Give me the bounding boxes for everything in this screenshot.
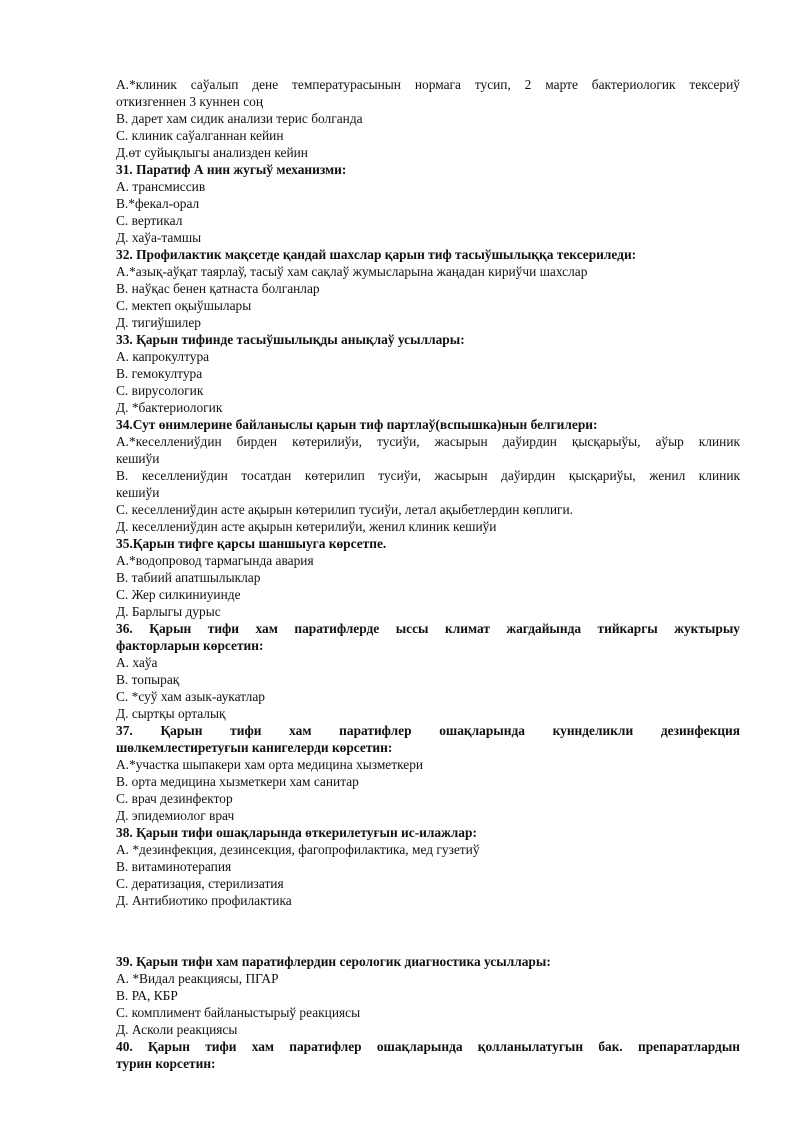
answer-line: A. *дезинфекция, дезинсекция, фагопрофилактика, мед гузетиў: [116, 842, 480, 857]
answer-line: B. топырақ: [116, 672, 180, 687]
answer-line: A.*водопровод тармагында авария: [116, 553, 314, 568]
question-line: 33. Қарын тифинде тасыўшылықды анықлаў усыллары:: [116, 332, 465, 347]
answer-line: B. дарет хам сидик анализи терис болганда: [116, 111, 363, 126]
answer-line: A.*кеселлениўдин бирден көтерилиўи, тусиўи, жасырын даўирдин қысқарыўы, аўыр клиник: [116, 434, 740, 449]
answer-line: B. РА, КБР: [116, 987, 178, 1003]
answer-line: A.*азық-аўқат таярлаў, тасыў хам сақлаў жумысларына жаңадан кириўчи шахслар: [116, 264, 588, 279]
question-line: факторларын көрсетин:: [116, 638, 264, 653]
answer-line: C. *суў хам азык-аукатлар: [116, 689, 266, 704]
answer-line: B.*фекал-орал: [116, 196, 200, 211]
answer-line: Д. *бактериологик: [116, 400, 223, 415]
question-line: 31. Паратиф А нин жугыў механизми:: [116, 162, 347, 177]
answer-line: Д. Асколи реакциясы: [116, 1021, 238, 1037]
question-line: шөлкемлестиретуғын канигелерди көрсетин:: [116, 740, 393, 755]
answer-line: A. трансмиссив: [116, 179, 206, 194]
answer-line: C. врач дезинфектор: [116, 791, 233, 806]
answer-line: C. клиник саўалганнан кейин: [116, 128, 284, 143]
answer-line: Д. Барлыгы дурыс: [116, 604, 221, 619]
question-line: 36. Қарын тифи хам паратифлерде ыссы климат жагдайында тийкаргы жуктырыу: [116, 621, 740, 636]
answer-line: B. гемокултура: [116, 366, 203, 381]
answer-line: C. комплимент байланыстырыў реакциясы: [116, 1004, 361, 1020]
blank-line: [116, 922, 740, 939]
answer-line: кешиўи: [116, 485, 160, 500]
answer-line: A. хаўа: [116, 655, 158, 670]
answer-line: A.*клиник саўалып дене температурасынын нормага тусип, 2 марте бактериологик тексериў: [116, 77, 740, 92]
answer-line: Д. кеселлениўдин асте ақырын көтерилиўи, женил клиник кешиўи: [116, 519, 497, 534]
answer-line: B. табиий апатшылыклар: [116, 570, 261, 585]
answer-line: C. вирусологик: [116, 383, 204, 398]
answer-line: C. кеселлениўдин асте ақырын көтерилип тусиўи, летал ақыбетлердин көплиги.: [116, 502, 574, 517]
answer-line: Д. Антибиотико профилактика: [116, 893, 292, 908]
question-line: 37. Қарын тифи хам паратифлер ошақларында куннделикли дезинфекция: [116, 723, 740, 738]
answer-line: C. мектеп оқыўшылары: [116, 298, 252, 313]
answer-line: C. Жер силкиниуинде: [116, 587, 241, 602]
answer-line: Д. тигиўшилер: [116, 315, 201, 330]
document-page: [116, 76, 740, 1072]
answer-line: A. капрокултура: [116, 349, 210, 364]
answer-line: Д. эпидемиолог врач: [116, 808, 235, 823]
answer-line: C. вертикал: [116, 213, 183, 228]
answer-line: B. кеселлениўдин тосатдан көтерилип тусиўи, жасырын даўирдин қысқариўы, женил клиник: [116, 468, 740, 483]
answer-line: откизгеннен 3 куннен соң: [116, 94, 264, 109]
answer-line: Д.өт суйықлыгы анализден кейин: [116, 145, 308, 160]
question-line: турин корсетин:: [116, 1055, 216, 1071]
answer-line: Д. сыртқы орталық: [116, 706, 226, 721]
answer-line: B. витаминотерапия: [116, 859, 232, 874]
answer-line: A. *Видал реакциясы, ПГАР: [116, 970, 279, 986]
question-line: 32. Профилактик мақсетде қандай шахслар қарын тиф тасыўшылыққа тексериледи:: [116, 247, 637, 262]
answer-line: C. дератизация, стерилизатия: [116, 876, 284, 891]
answer-line: B. орта медицина хызметкери хам санитар: [116, 774, 359, 789]
answer-line: B. наўқас бенен қатнаста болганлар: [116, 281, 320, 296]
answer-line: A.*участка шыпакери хам орта медицина хызметкери: [116, 757, 424, 772]
answer-line: Д. хаўа-тамшы: [116, 230, 202, 245]
question-line: 34.Сут өнимлерине байланыслы қарын тиф партлаў(вспышка)нын белгилери:: [116, 417, 598, 432]
answer-line: кешиўи: [116, 451, 160, 466]
question-line: 38. Қарын тифи ошақларында өткерилетуғын ис-илажлар:: [116, 825, 477, 840]
question-line: 39. Қарын тифи хам паратифлердин серологик диагностика усыллары:: [116, 953, 551, 969]
question-line: 40. Қарын тифи хам паратифлер ошақларында қолланылатугын бак. препаратлардын: [116, 1038, 740, 1054]
question-line: 35.Қарын тифге қарсы шаншыуга көрсетпе.: [116, 536, 387, 551]
